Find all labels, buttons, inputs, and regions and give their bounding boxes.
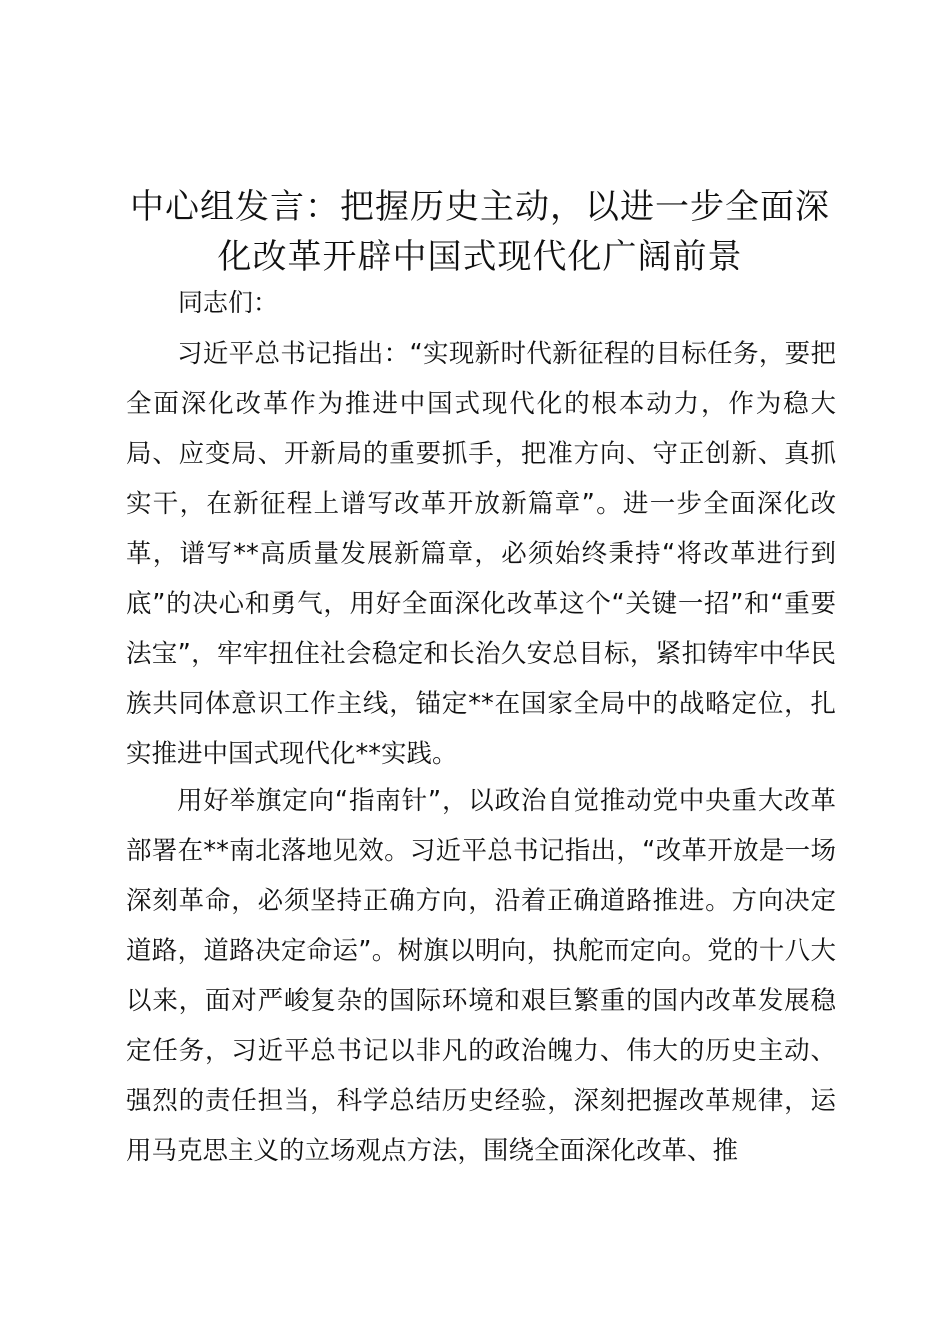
body-paragraph-2: 用好举旗定向“指南针”，以政治自觉推动党中央重大改革部署在**南北落地见效。习近平总书记指出，“改革开放是一场深刻革命，必须坚持正确方向，沿着正确道路推进。方向决定道路，道路决定命运”。树旗以明向，执舵而定向。党的十八大以来，面对严峻复杂的国际环境和艰巨繁重的国内改革发展稳定任务，习近平总书记以非凡的政治魄力、伟大的历史主动、强烈的责任担当，科学总结历史经验，深刻把握改革规律，运用马克思主义的立场观点方法，围绕全面深化改革、推 [126,786,836,1166]
document-title-line-2: 化改革开辟中国式现代化广阔前景 [217,237,743,277]
document-title-line-1: 中心组发言：把握历史主动，以进一步全面深 [130,187,830,227]
salutation: 同志们： [178,288,279,317]
body-paragraph-1: 习近平总书记指出：“实现新时代新征程的目标任务，要把全面深化改革作为推进中国式现代化的根本动力，作为稳大局、应变局、开新局的重要抓手，把准方向、守正创新、真抓实干，在新征程上谱写改革开放新篇章”。进一步全面深化改革，谱写**高质量发展新篇章，必须始终秉持“将改革进行到底”的决心和勇气，用好全面深化改革这个“关键一招”和“重要法宝”，牢牢扭住社会稳定和长治久安总目标，紧扣铸牢中华民族共同体意识工作主线，锚定**在国家全局中的战略定位，扎实推进中国式现代化**实践。 [126,339,836,769]
